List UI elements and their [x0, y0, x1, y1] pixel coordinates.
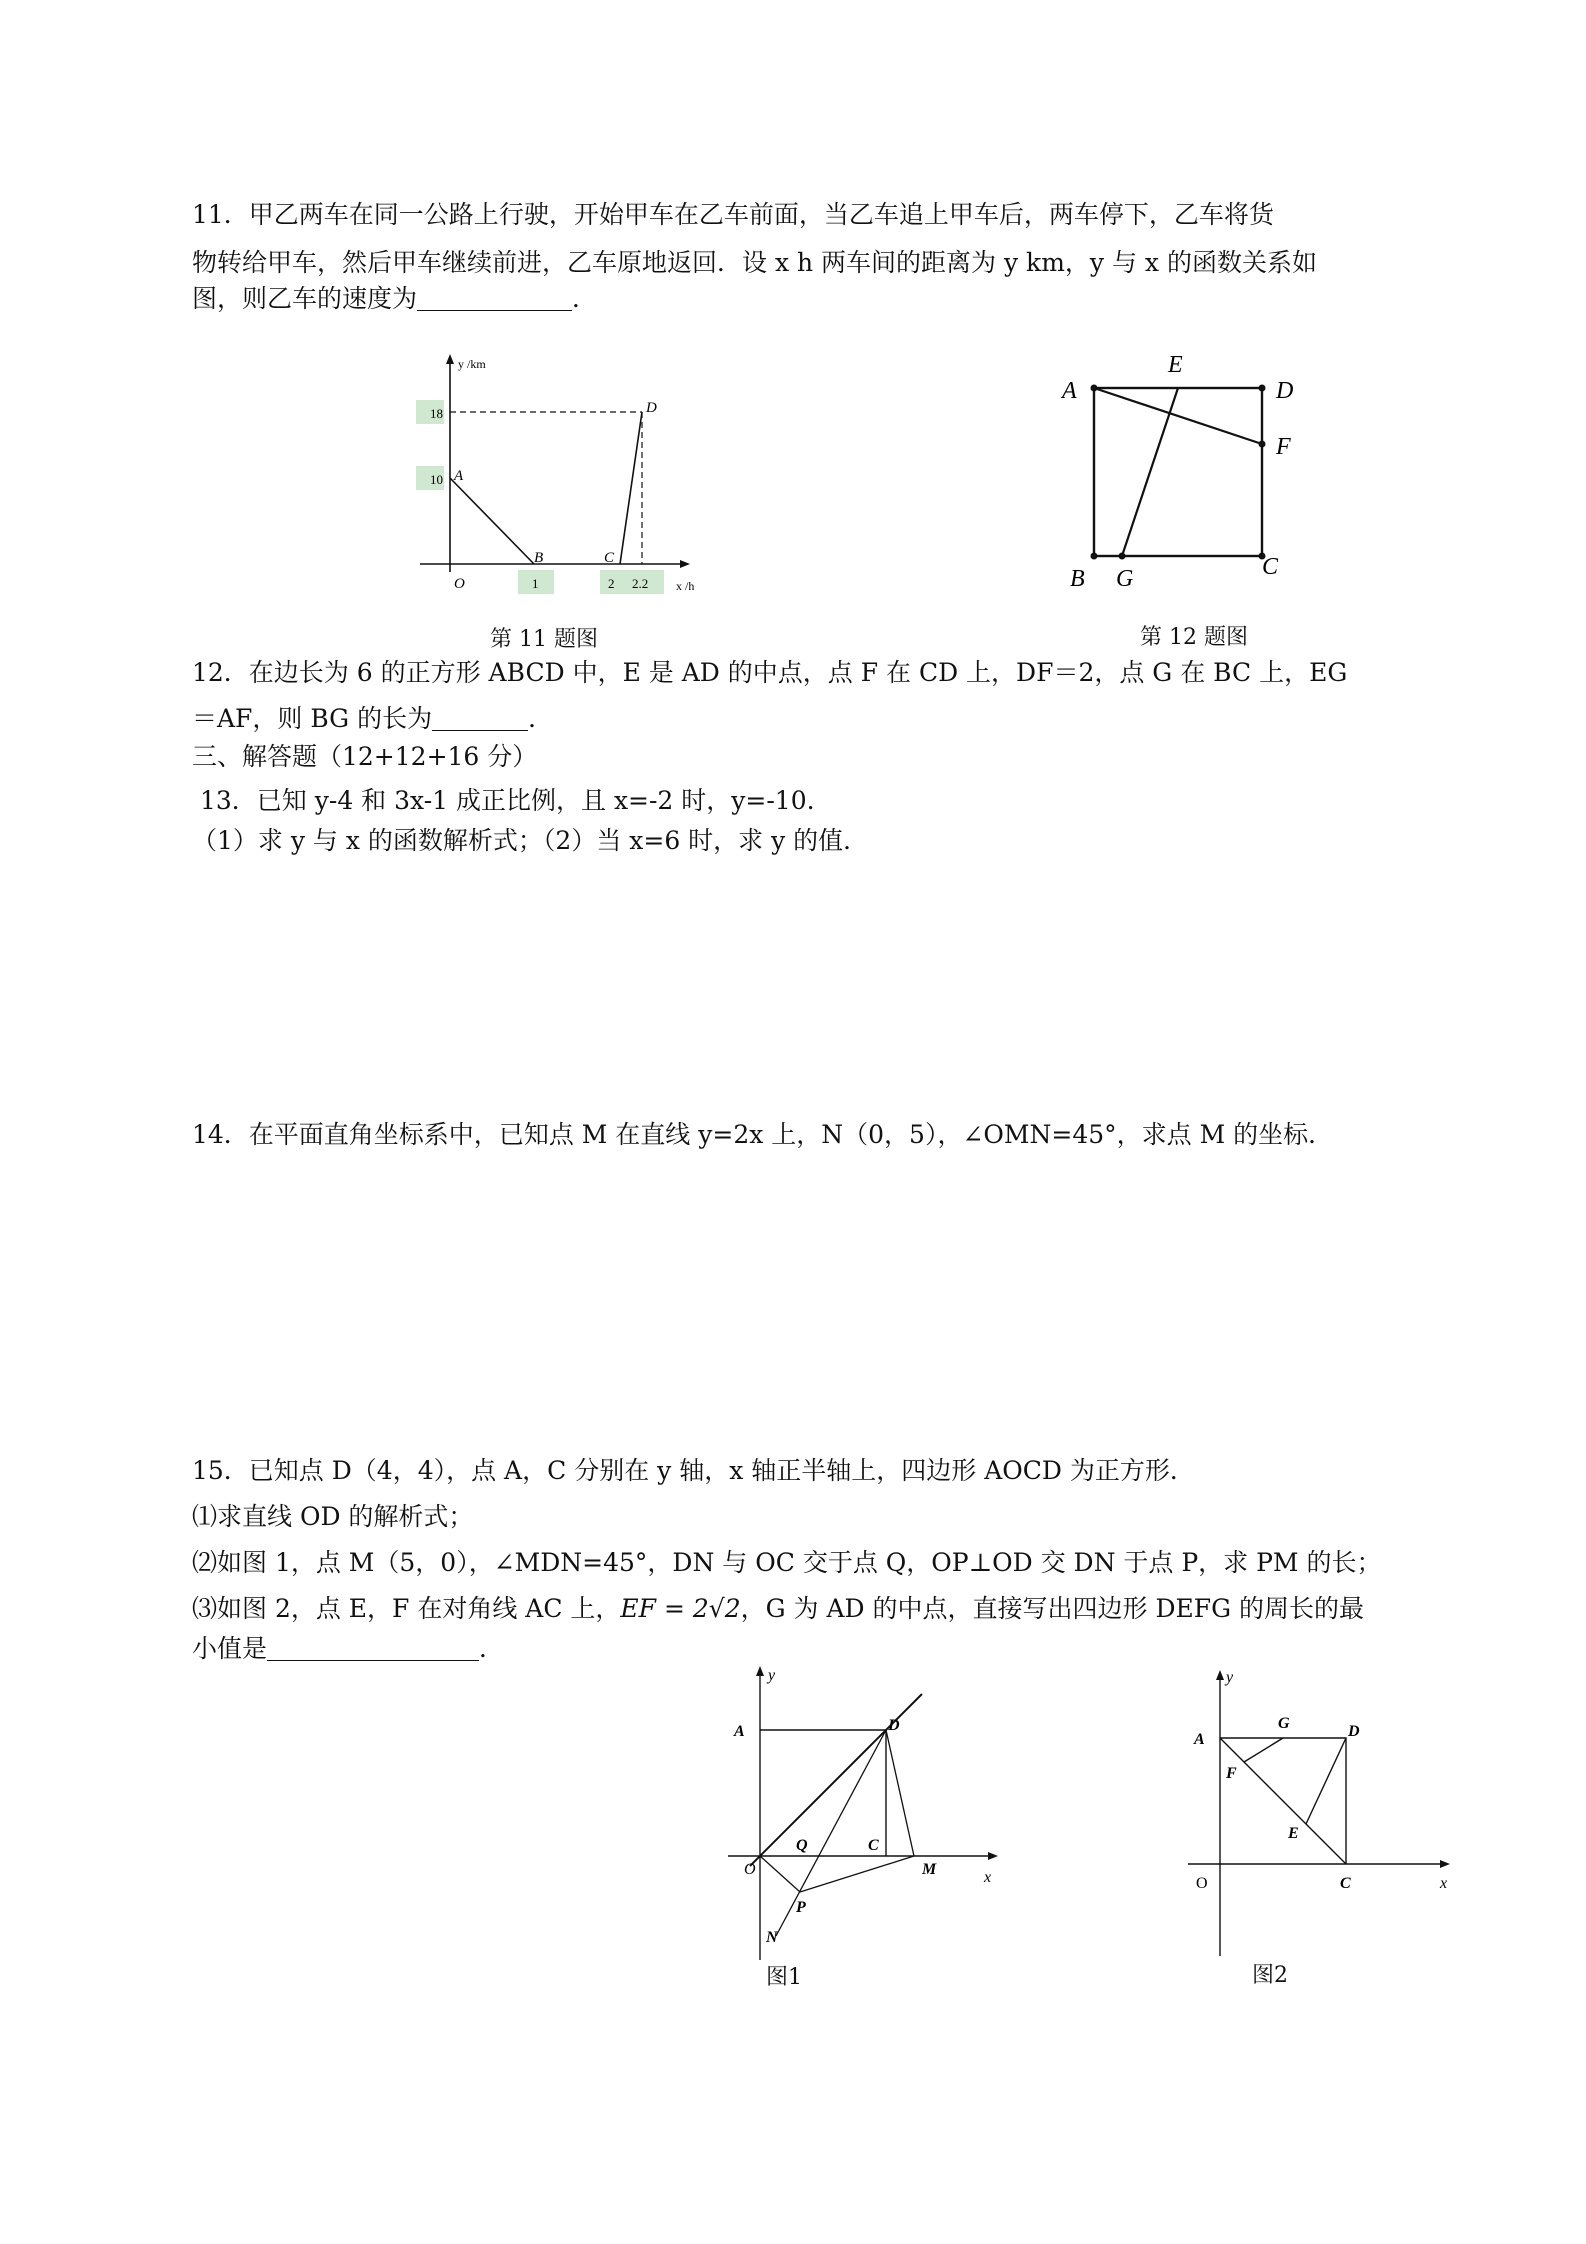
q11-y-arrow	[446, 354, 454, 364]
q12-dot-f	[1259, 441, 1266, 448]
fig2-label-o: O	[1196, 1875, 1208, 1892]
fig1-line-pm	[800, 1856, 914, 1892]
fig2-segment-gf	[1244, 1738, 1283, 1762]
q15-line-1: 15．已知点 D（4，4），点 A，C 分别在 y 轴，x 轴正半轴上，四边形 AOCD 为正方形．	[192, 1456, 1195, 1485]
q15-line-4-rest: ，G 为 AD 的中点，直接写出四边形 DEFG 的周长的最	[740, 1594, 1365, 1623]
q11-line-2: 物转给甲车，然后甲车继续前进，乙车原地返回．设 x h 两车间的距离为 y km，y 与 x 的函数关系如	[192, 248, 1317, 277]
q12-dot-d	[1259, 385, 1266, 392]
q12-label-a: A	[1062, 378, 1077, 404]
q15-figure-1	[720, 1660, 1020, 1990]
q15-figure-2	[1180, 1666, 1480, 1966]
fig2-label-e: E	[1288, 1825, 1299, 1842]
q11-caption: 第 11 题图	[490, 627, 598, 652]
fig2-x-arrow	[1440, 1860, 1450, 1868]
fig1-label-c: C	[868, 1837, 879, 1854]
q11-tick-18: 18	[430, 406, 443, 421]
q11-tick-1: 1	[532, 576, 539, 591]
q15-answer-blank[interactable]	[267, 1638, 479, 1661]
q11-segment-ab	[450, 478, 534, 564]
fig1-line-dn	[776, 1730, 886, 1936]
fig1-line-op	[760, 1856, 800, 1892]
fig2-label-c: C	[1340, 1875, 1351, 1892]
q12-line-2-text: ＝AF，则 BG 的长为	[192, 704, 433, 733]
q12-figure	[1050, 340, 1310, 590]
q12-segment-af	[1094, 388, 1262, 444]
q12-caption: 第 12 题图	[1140, 625, 1248, 650]
q12-label-e: E	[1168, 352, 1183, 378]
q12-dot-a	[1091, 385, 1098, 392]
q12-label-b: B	[1070, 566, 1085, 590]
q11-line-1: 11．甲乙两车在同一公路上行驶，开始甲车在乙车前面，当乙车追上甲车后，两车停下，乙车将货	[192, 200, 1274, 229]
q13-line-2: （1）求 y 与 x 的函数解析式；（2）当 x=6 时，求 y 的值．	[192, 826, 869, 855]
q12-label-c: C	[1262, 554, 1279, 580]
q15-line-5-text: 小值是	[192, 1634, 268, 1663]
fig1-label-n: N	[766, 1929, 778, 1946]
fig2-diagonal-ac	[1220, 1738, 1346, 1864]
q15-line-5	[192, 1636, 504, 1661]
fig1-line-dm	[886, 1730, 914, 1856]
fig2-label-x: x	[1440, 1875, 1448, 1892]
q11-segment-cd	[620, 412, 642, 564]
fig1-label-y: y	[768, 1667, 776, 1684]
q15-line-3: ⑵如图 1，点 M（5，0），∠MDN=45°，DN 与 OC 交于点 Q，OP⊥OD 交 DN 于点 P，求 PM 的长；	[192, 1548, 1382, 1577]
fig2-segment-de	[1306, 1738, 1346, 1824]
q11-tick-10: 10	[430, 472, 443, 487]
fig2-label-f: F	[1226, 1765, 1237, 1782]
q15-line-5-end: ．	[479, 1634, 505, 1663]
q11-point-d: D	[646, 400, 657, 416]
fig1-label-m: M	[922, 1861, 937, 1878]
q13-line-1: 13．已知 y-4 和 3x-1 成正比例，且 x=-2 时，y=-10.	[200, 786, 815, 815]
fig1-y-arrow	[756, 1666, 764, 1676]
fig1-caption: 图1	[766, 1965, 802, 1990]
fig1-label-q: Q	[796, 1837, 808, 1854]
fig2-y-arrow	[1216, 1670, 1224, 1680]
q15-line-2: ⑴求直线 OD 的解析式；	[192, 1502, 474, 1531]
q12-label-g: G	[1116, 566, 1134, 590]
q11-point-a: A	[454, 468, 464, 484]
q11-tick-22: 2.2	[632, 576, 649, 591]
q11-origin-label: O	[454, 576, 465, 592]
q12-line-2	[192, 706, 553, 731]
fig1-label-p: P	[796, 1899, 806, 1916]
q11-y-label: y /km	[458, 357, 486, 371]
q14-line-1: 14．在平面直角坐标系中，已知点 M 在直线 y=2x 上，N（0，5），∠OMN=45°，求点 M 的坐标．	[192, 1120, 1334, 1149]
q15-ef-formula: EF = 2√2	[620, 1594, 741, 1623]
q12-segment-eg	[1122, 388, 1178, 556]
q11-answer-blank[interactable]	[417, 288, 572, 311]
fig2-label-y: y	[1226, 1669, 1234, 1686]
fig2-label-d: D	[1348, 1723, 1360, 1740]
q11-line-3	[192, 286, 597, 311]
q15-line-4	[192, 1596, 1364, 1621]
section-3-heading: 三、解答题（12+12+16 分）	[192, 742, 538, 771]
q11-point-c: C	[604, 550, 615, 566]
q11-tick-2: 2	[608, 576, 615, 591]
q11-graph	[400, 350, 720, 610]
q15-line-4-text: ⑶如图 2，点 E，F 在对角线 AC 上，	[192, 1594, 621, 1623]
q12-square	[1094, 388, 1262, 556]
fig1-label-x: x	[984, 1869, 992, 1886]
q12-label-f: F	[1276, 434, 1291, 460]
q12-dot-g	[1119, 553, 1126, 560]
q12-label-d: D	[1276, 378, 1294, 404]
fig2-label-a: A	[1194, 1731, 1205, 1748]
fig2-label-g: G	[1278, 1715, 1290, 1732]
fig1-label-o: O	[744, 1861, 756, 1878]
q12-answer-blank[interactable]	[432, 708, 528, 731]
fig2-caption: 图2	[1252, 1963, 1288, 1988]
q12-line-1: 12．在边长为 6 的正方形 ABCD 中，E 是 AD 的中点，点 F 在 CD 上，DF＝2，点 G 在 BC 上，EG	[192, 658, 1348, 687]
q11-x-arrow	[680, 560, 690, 568]
q11-line-3-end: ．	[572, 284, 598, 313]
q11-x-label: x /h	[676, 579, 695, 593]
q11-line-3-text: 图，则乙车的速度为	[192, 284, 418, 313]
q11-point-b: B	[534, 550, 544, 566]
fig1-x-arrow	[988, 1852, 998, 1860]
fig1-label-a: A	[734, 1723, 745, 1740]
fig1-label-d: D	[888, 1717, 900, 1734]
q12-dot-b	[1091, 553, 1098, 560]
q12-line-2-end: ．	[528, 704, 554, 733]
